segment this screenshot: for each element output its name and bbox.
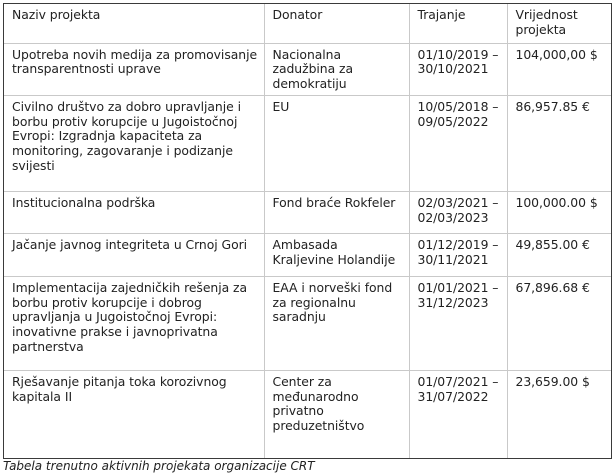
projects-table bbox=[4, 4, 611, 459]
cell-value: 100,000.00 $ bbox=[507, 191, 611, 233]
cell-value: 67,896.68 € bbox=[507, 276, 611, 370]
cell-duration: 01/07/2021 – 31/07/2022 bbox=[409, 370, 507, 459]
table-row bbox=[4, 233, 611, 276]
cell-duration: 10/05/2018 – 09/05/2022 bbox=[409, 95, 507, 191]
cell-donor: EAA i norveški fond za regionalnu saradnju bbox=[264, 276, 409, 370]
cell-value: 104,000,00 $ bbox=[507, 43, 611, 95]
cell-project-name: Institucionalna podrška bbox=[4, 191, 264, 233]
cell-duration: 01/10/2019 – 30/10/2021 bbox=[409, 43, 507, 95]
header-project-name: Naziv projekta bbox=[4, 4, 264, 43]
table-row bbox=[4, 370, 611, 459]
cell-donor: Nacionalna zadužbina za demokratiju bbox=[264, 43, 409, 95]
cell-donor: Center za međunarodno privatno preduzetništvo bbox=[264, 370, 409, 459]
header-duration: Trajanje bbox=[409, 4, 507, 43]
cell-duration: 01/01/2021 – 31/12/2023 bbox=[409, 276, 507, 370]
cell-value: 23,659.00 $ bbox=[515, 373, 590, 389]
cell-value: 49,855.00 € bbox=[507, 233, 611, 276]
table-row bbox=[4, 276, 611, 370]
cell-donor: Fond braće Rokfeler bbox=[264, 191, 409, 233]
header-donor: Donator bbox=[264, 4, 409, 43]
table-row bbox=[4, 95, 611, 191]
table-row bbox=[4, 43, 611, 95]
header-project-value: Vrijednost projekta bbox=[507, 4, 611, 43]
table-header-row bbox=[4, 4, 611, 43]
table-row bbox=[4, 191, 611, 233]
cell-project-name: Jačanje javnog integriteta u Crnoj Gori bbox=[4, 233, 264, 276]
cell-project-name: Civilno društvo za dobro upravljanje i borbu protiv korupcije u Jugoistočnoj Evropi: Izgradnja kapaciteta za monitoring, zagovaranje i podizanje svijesti bbox=[4, 95, 264, 191]
cell-project-name: Rješavanje pitanja toka korozivnog kapitala II bbox=[4, 370, 264, 459]
cell-duration: 02/03/2021 – 02/03/2023 bbox=[409, 191, 507, 233]
cell-project-name: Implementacija zajedničkih rešenja za borbu protiv korupcije i dobrog upravljanja u Jugoistočnoj Evropi: inovativne prakse i javnoprivatna partnerstva bbox=[4, 276, 264, 370]
projects-table-frame bbox=[3, 3, 612, 459]
table-caption: Tabela trenutno aktivnih projekata organizacije CRT bbox=[3, 459, 315, 473]
cell-value: 86,957.85 € bbox=[507, 95, 611, 191]
cell-project-name: Upotreba novih medija za promovisanje transparentnosti uprave bbox=[4, 43, 264, 95]
cell-donor: EU bbox=[264, 95, 409, 191]
cell-donor: Ambasada Kraljevine Holandije bbox=[264, 233, 409, 276]
cell-duration: 01/12/2019 – 30/11/2021 bbox=[409, 233, 507, 276]
